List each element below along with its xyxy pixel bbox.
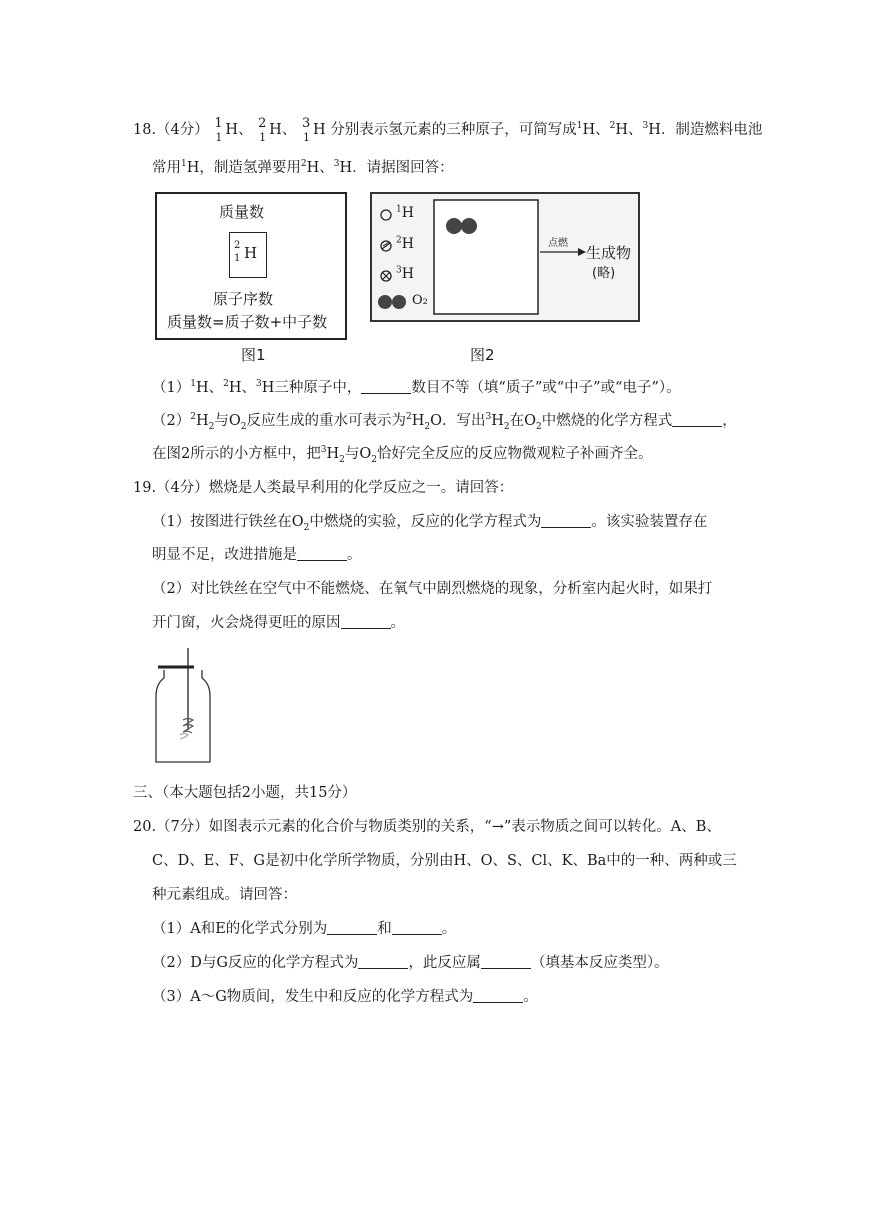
q19-part1-line2: 明显不足，改进措施是 。 xyxy=(152,547,362,563)
legend-o2-label: O₂ xyxy=(412,293,428,308)
figure-1-caption: 图1 xyxy=(241,346,266,364)
fig1-mass-number-label: 质量数 xyxy=(219,203,265,221)
q20-line1: 20.（7分）如图表示元素的化合价与物质类别的关系，“→”表示物质之间可以转化。A、B、 xyxy=(133,819,721,835)
section-3-title: 三、（本大题包括2小题，共15分） xyxy=(133,785,357,801)
answer-blank[interactable] xyxy=(341,614,391,629)
reaction-box xyxy=(434,200,538,314)
o2-molecule-atom-2 xyxy=(461,218,477,234)
q18-line1: 18.（4分） 1 1 H、 2 1 H、 3 1 H 分别表示氢元素的三种原子，可简写成$^1$H、$^2$H、$^3$H．制造燃料电池 xyxy=(133,116,763,144)
arrow-label: 点燃 xyxy=(548,238,568,249)
isotope-h3: 3 1 xyxy=(301,116,311,144)
figure-1 xyxy=(155,192,347,340)
product-label: 生成物 xyxy=(586,244,632,262)
q19-part2: （2）对比铁丝在空气中不能燃烧、在氧气中剧烈燃烧的现象，分析室内起火时，如果打 xyxy=(152,581,713,597)
q19-part2-line2: 开门窗，火会烧得更旺的原因 。 xyxy=(152,615,405,631)
answer-blank[interactable] xyxy=(672,412,722,427)
answer-blank[interactable] xyxy=(392,920,442,935)
figure-2-caption: 图2 xyxy=(470,346,495,364)
fig1-atomic-number-label: 原子序数 xyxy=(213,290,274,308)
q19-title: 19.（4分）燃烧是人类最早利用的化学反应之一。请回答： xyxy=(133,480,514,496)
answer-blank[interactable] xyxy=(541,513,591,528)
answer-blank[interactable] xyxy=(481,954,531,969)
answer-blank[interactable] xyxy=(358,954,408,969)
fig1-element-box: 2 1 H xyxy=(229,232,267,278)
isotope-h2: 2 1 xyxy=(258,116,267,144)
fig1-formula: 质量数=质子数+中子数 xyxy=(167,313,328,331)
o2-molecule-atom-1 xyxy=(446,218,462,234)
q20-part3: （3）A～G物质间，发生中和反应的化学方程式为 。 xyxy=(152,989,538,1005)
figure-2 xyxy=(370,192,640,322)
q18-line2: 常用$^1$H，制造氢弹要用$^2$H、$^3$H．请据图回答： xyxy=(152,159,454,176)
legend-h1-label: $^1$H xyxy=(396,204,414,221)
q20-part2: （2）D与G反应的化学方程式为 ，此反应属 （填基本反应类型）。 xyxy=(152,955,669,971)
q18-part2-line2: 在图2所示的小方框中，把$^3H_2$与$O_2$恰好完全反应的反应物微观粒子补画齐全。 xyxy=(152,445,653,465)
q20-line3: 种元素组成。请回答： xyxy=(152,887,297,903)
legend-h3-label: $^3$H xyxy=(396,265,414,282)
legend-o2-atom-1 xyxy=(378,295,392,309)
product-note: (略) xyxy=(592,266,616,281)
isotope-h1: 1 1 xyxy=(214,116,223,144)
q18-part1: $(1)^1H$、$^2$H、$^3$H三种原子中， 数目不等（填“质子”或“中子”或“电子”）。 xyxy=(152,379,681,396)
legend-o2-atom-2 xyxy=(392,295,406,309)
gas-bottle-figure xyxy=(150,640,220,770)
q20-line2: C、D、E、F、G是初中化学所学物质，分别由H、O、S、Cl、K、Ba中的一种、两种或三 xyxy=(152,853,737,869)
answer-blank[interactable] xyxy=(327,920,377,935)
q18-prefix: 18.（4分） xyxy=(133,122,209,138)
legend-h2-label: $^2$H xyxy=(396,235,414,252)
q18-part2: $(2)^2H_2$与$O_2$反应生成的重水可表示为$^2H_2O$．写出$^3H_2$在$O_2$中燃烧的化学方程式 ， xyxy=(152,412,737,432)
q19-part1: （1）按图进行铁丝在$O_2$中燃烧的实验，反应的化学方程式为 。该实验装置存在 xyxy=(152,514,708,533)
answer-blank[interactable] xyxy=(297,546,347,561)
answer-blank[interactable] xyxy=(473,988,523,1003)
bottle-outline xyxy=(156,670,210,762)
q20-part1: （1）A和E的化学式分别为 和 。 xyxy=(152,921,457,937)
legend-h1-icon xyxy=(381,210,391,220)
answer-blank[interactable] xyxy=(361,379,411,394)
